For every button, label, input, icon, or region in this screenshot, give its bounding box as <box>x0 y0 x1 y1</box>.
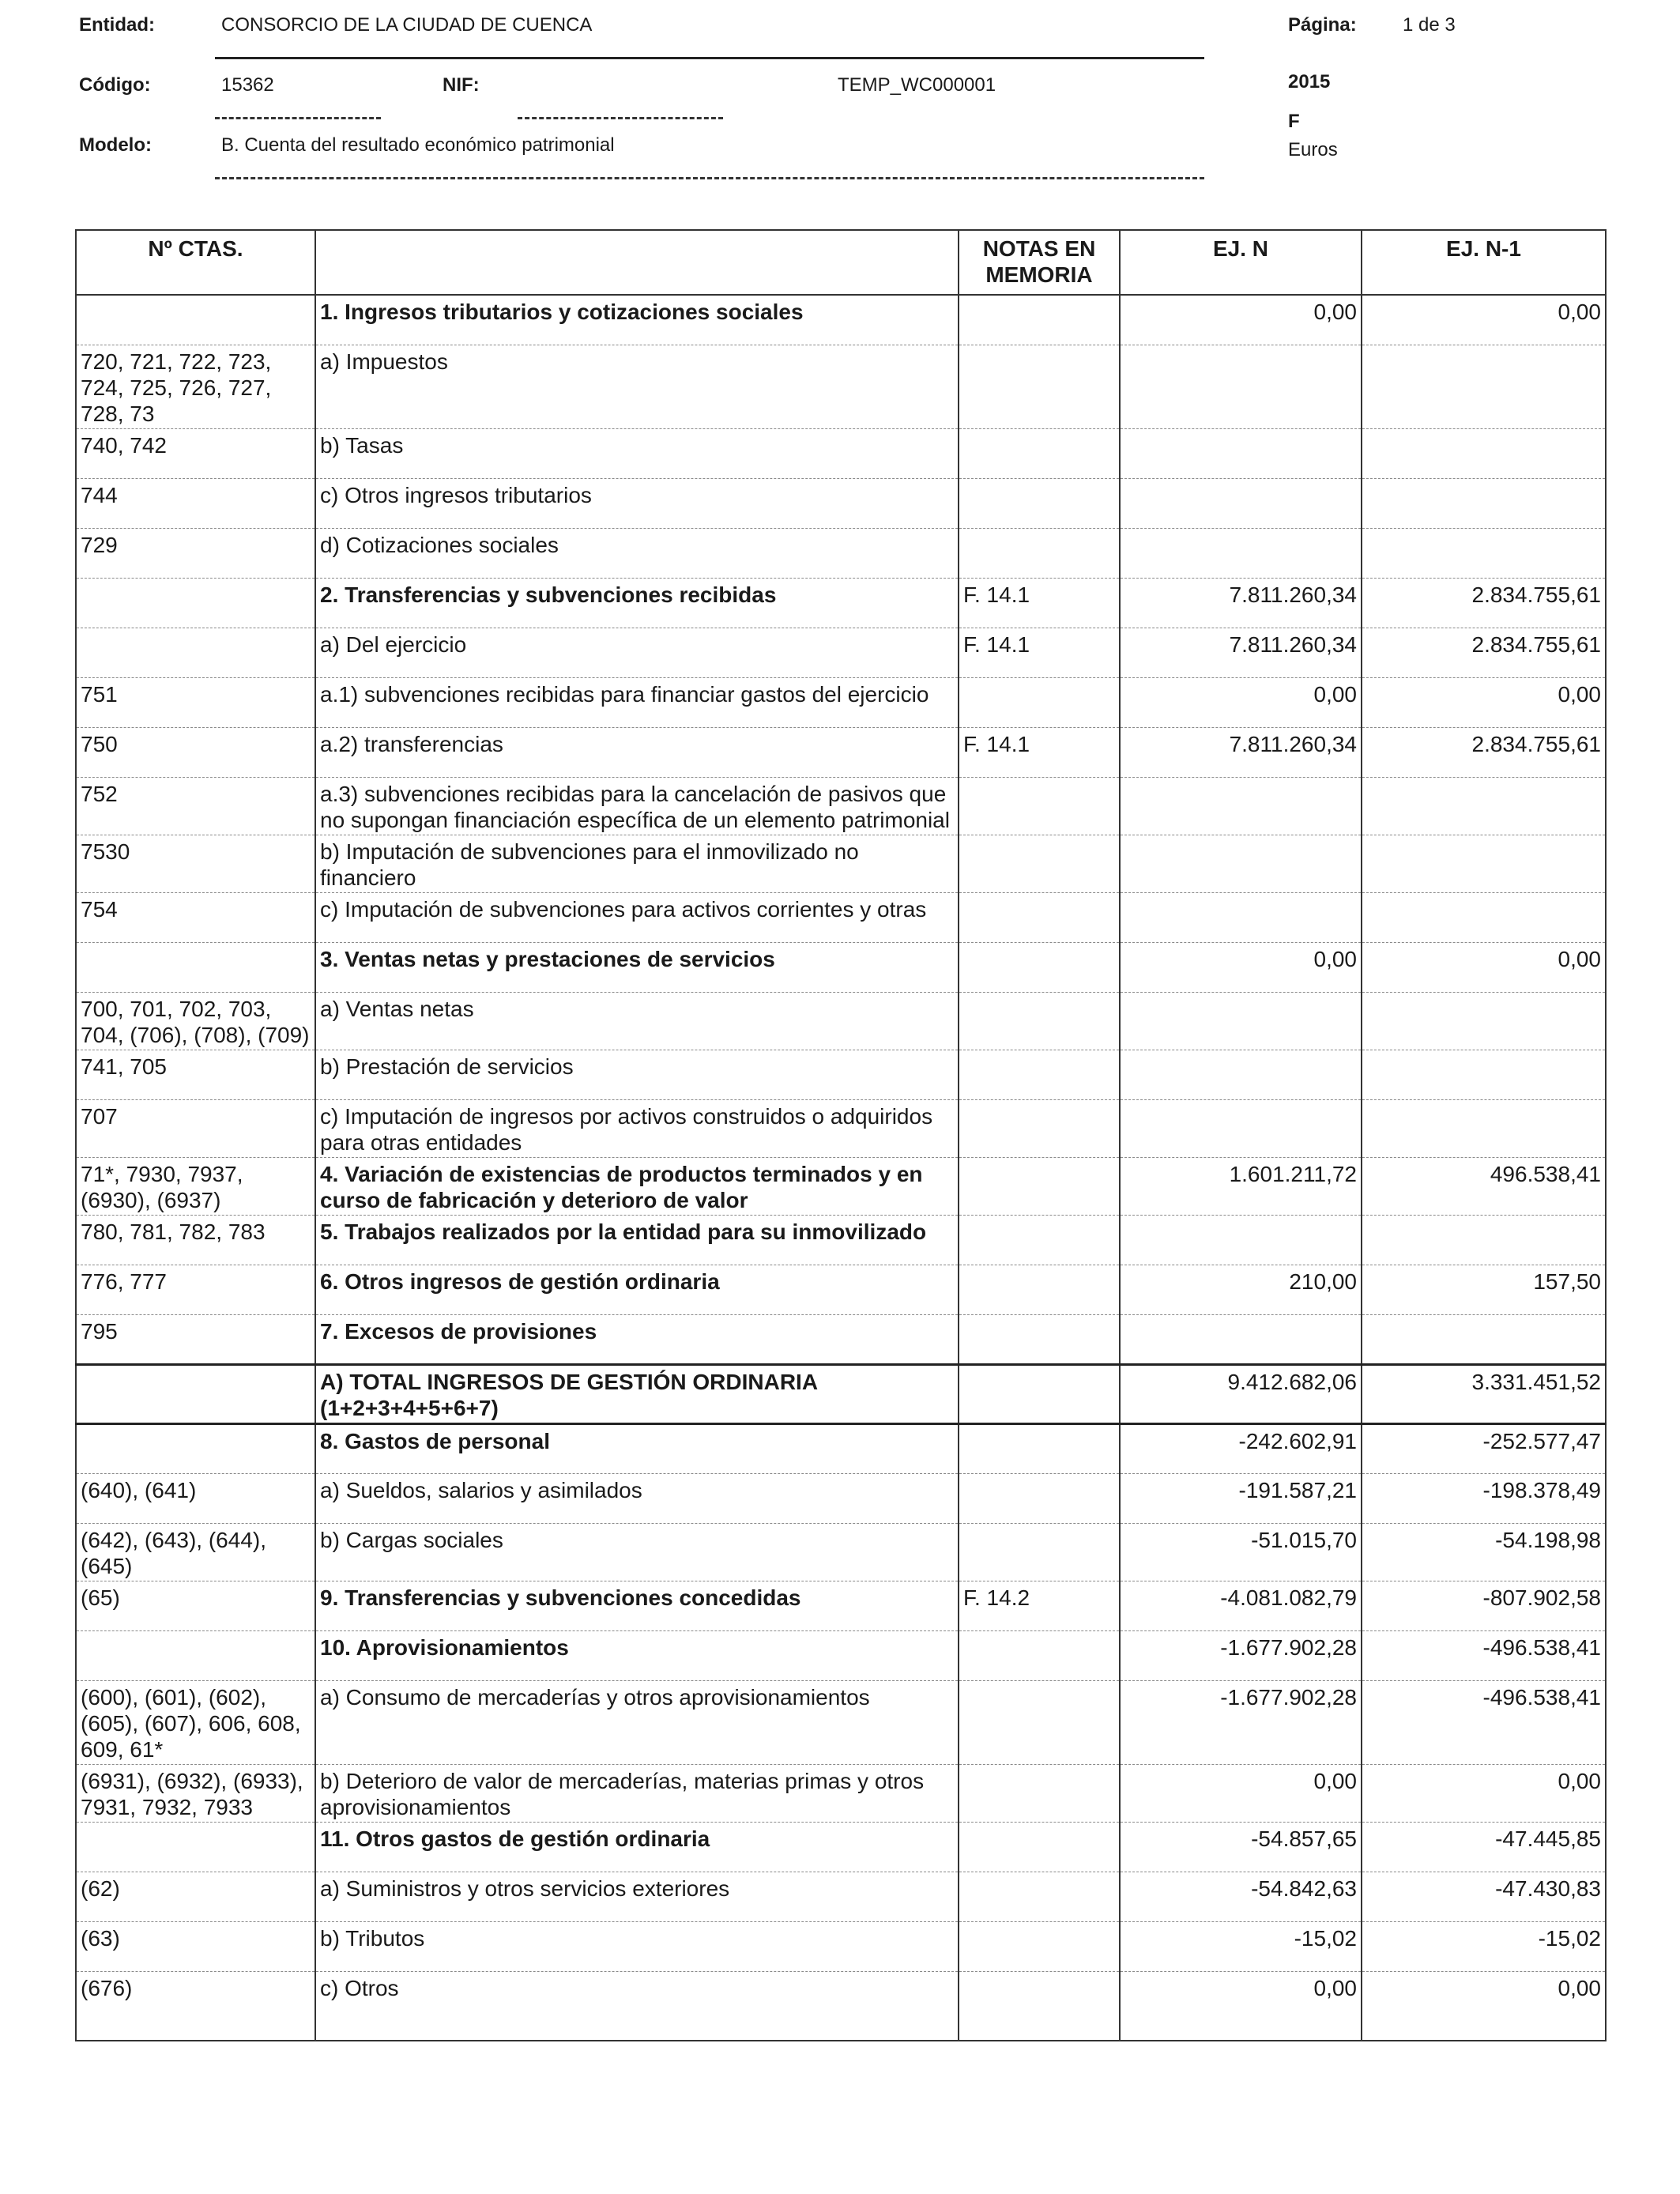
current-year-amount <box>1120 528 1362 578</box>
column-header-ej-n1: EJ. N-1 <box>1362 230 1606 295</box>
table-row <box>76 942 1606 992</box>
codigo-value: 15362 <box>221 74 274 96</box>
modelo-label: Modelo: <box>79 134 152 156</box>
table-row <box>76 528 1606 578</box>
entidad-label: Entidad: <box>79 14 155 36</box>
account-codes-cell <box>76 1423 315 1473</box>
concept-cell: 2. Transferencias y subvenciones recibidas <box>315 578 959 628</box>
pagina-value: 1 de 3 <box>1403 14 1456 36</box>
table-row <box>76 992 1606 1050</box>
year: 2015 <box>1288 71 1331 92</box>
previous-year-amount: -47.445,85 <box>1362 1822 1606 1872</box>
table-row <box>76 478 1606 528</box>
table-row <box>76 777 1606 835</box>
notes-cell <box>959 1423 1120 1473</box>
current-year-amount <box>1120 1099 1362 1157</box>
table-row <box>76 1630 1606 1680</box>
previous-year-amount <box>1362 892 1606 942</box>
account-codes-cell: (65) <box>76 1581 315 1630</box>
notes-cell <box>959 1215 1120 1265</box>
previous-year-amount <box>1362 1215 1606 1265</box>
previous-year-amount <box>1362 478 1606 528</box>
account-codes-cell: 740, 742 <box>76 428 315 478</box>
previous-year-amount: 0,00 <box>1362 1971 1606 2041</box>
previous-year-amount: 3.331.451,52 <box>1362 1364 1606 1423</box>
current-year-amount <box>1120 835 1362 892</box>
table-row <box>76 892 1606 942</box>
codigo-rule <box>215 117 381 119</box>
column-header-concept <box>315 230 959 295</box>
current-year-amount: 0,00 <box>1120 942 1362 992</box>
account-codes-cell <box>76 578 315 628</box>
table-row <box>76 1099 1606 1157</box>
previous-year-amount: -47.430,83 <box>1362 1872 1606 1921</box>
previous-year-amount <box>1362 777 1606 835</box>
table-row <box>76 1764 1606 1822</box>
column-header-ctas: Nº CTAS. <box>76 230 315 295</box>
table-header-row <box>76 230 1606 295</box>
concept-cell: a.1) subvenciones recibidas para financiar gastos del ejercicio <box>315 677 959 727</box>
account-codes-cell: 729 <box>76 528 315 578</box>
previous-year-amount: -198.378,49 <box>1362 1473 1606 1523</box>
previous-year-amount: 0,00 <box>1362 942 1606 992</box>
concept-cell: c) Imputación de ingresos por activos construidos o adquiridos para otras entidades <box>315 1099 959 1157</box>
concept-cell: A) TOTAL INGRESOS DE GESTIÓN ORDINARIA (1+2+3+4+5+6+7) <box>315 1364 959 1423</box>
concept-cell: a.3) subvenciones recibidas para la cancelación de pasivos que no supongan financiación específica de un elemento patrimonial <box>315 777 959 835</box>
current-year-amount: 7.811.260,34 <box>1120 727 1362 777</box>
concept-cell: b) Prestación de servicios <box>315 1050 959 1099</box>
table-row <box>76 1971 1606 2041</box>
account-codes-cell: (642), (643), (644), (645) <box>76 1523 315 1581</box>
concept-cell: a) Consumo de mercaderías y otros aprovisionamientos <box>315 1680 959 1764</box>
notes-cell <box>959 1872 1120 1921</box>
account-codes-cell: 71*, 7930, 7937, (6930), (6937) <box>76 1157 315 1215</box>
concept-cell: 6. Otros ingresos de gestión ordinaria <box>315 1265 959 1314</box>
previous-year-amount: 2.834.755,61 <box>1362 628 1606 677</box>
notes-cell <box>959 528 1120 578</box>
current-year-amount: 210,00 <box>1120 1265 1362 1314</box>
account-codes-cell: 750 <box>76 727 315 777</box>
concept-cell: a) Suministros y otros servicios exteriores <box>315 1872 959 1921</box>
notes-cell <box>959 777 1120 835</box>
concept-cell: b) Tasas <box>315 428 959 478</box>
notes-cell <box>959 677 1120 727</box>
current-year-amount: -4.081.082,79 <box>1120 1581 1362 1630</box>
notes-cell <box>959 1364 1120 1423</box>
table-row <box>76 835 1606 892</box>
concept-cell: 3. Ventas netas y prestaciones de servicios <box>315 942 959 992</box>
table-row <box>76 1050 1606 1099</box>
previous-year-amount <box>1362 1099 1606 1157</box>
entidad-value: CONSORCIO DE LA CIUDAD DE CUENCA <box>221 14 593 36</box>
current-year-amount: -51.015,70 <box>1120 1523 1362 1581</box>
previous-year-amount: 157,50 <box>1362 1265 1606 1314</box>
table-row <box>76 1314 1606 1364</box>
header-rule <box>215 57 1204 59</box>
account-codes-cell: (640), (641) <box>76 1473 315 1523</box>
current-year-amount: 0,00 <box>1120 1764 1362 1822</box>
current-year-amount: -191.587,21 <box>1120 1473 1362 1523</box>
previous-year-amount <box>1362 835 1606 892</box>
concept-cell: b) Imputación de subvenciones para el inmovilizado no financiero <box>315 835 959 892</box>
modelo-value: B. Cuenta del resultado económico patrimonial <box>221 134 615 156</box>
notes-cell <box>959 1822 1120 1872</box>
notes-cell: F. 14.2 <box>959 1581 1120 1630</box>
current-year-amount <box>1120 478 1362 528</box>
current-year-amount <box>1120 1215 1362 1265</box>
table-row <box>76 1921 1606 1971</box>
table-row <box>76 1157 1606 1215</box>
current-year-amount: -54.857,65 <box>1120 1822 1362 1872</box>
currency: Euros <box>1288 139 1338 160</box>
account-codes-cell: 752 <box>76 777 315 835</box>
table-row <box>76 1215 1606 1265</box>
previous-year-amount: 2.834.755,61 <box>1362 727 1606 777</box>
notes-cell: F. 14.1 <box>959 628 1120 677</box>
notes-cell <box>959 1630 1120 1680</box>
account-codes-cell <box>76 1822 315 1872</box>
account-codes-cell: 780, 781, 782, 783 <box>76 1215 315 1265</box>
notes-cell: F. 14.1 <box>959 727 1120 777</box>
nif-value: TEMP_WC000001 <box>838 74 996 96</box>
concept-cell: a) Ventas netas <box>315 992 959 1050</box>
account-codes-cell: 744 <box>76 478 315 528</box>
account-codes-cell: 741, 705 <box>76 1050 315 1099</box>
concept-cell: b) Cargas sociales <box>315 1523 959 1581</box>
table-row <box>76 1581 1606 1630</box>
previous-year-amount: -15,02 <box>1362 1921 1606 1971</box>
notes-cell <box>959 345 1120 428</box>
notes-cell <box>959 1680 1120 1764</box>
nif-rule <box>518 117 723 119</box>
concept-cell: d) Cotizaciones sociales <box>315 528 959 578</box>
account-codes-cell: 795 <box>76 1314 315 1364</box>
account-codes-cell: 776, 777 <box>76 1265 315 1314</box>
current-year-amount <box>1120 1050 1362 1099</box>
notes-cell <box>959 1523 1120 1581</box>
table-row <box>76 345 1606 428</box>
notes-cell <box>959 295 1120 345</box>
notes-cell <box>959 1473 1120 1523</box>
notes-cell <box>959 1099 1120 1157</box>
notes-cell <box>959 1050 1120 1099</box>
table-row <box>76 1423 1606 1473</box>
previous-year-amount <box>1362 428 1606 478</box>
table-row <box>76 628 1606 677</box>
account-codes-cell: 720, 721, 722, 723, 724, 725, 726, 727, 728, 73 <box>76 345 315 428</box>
table-row <box>76 1872 1606 1921</box>
account-codes-cell: (62) <box>76 1872 315 1921</box>
concept-cell: 9. Transferencias y subvenciones concedidas <box>315 1581 959 1630</box>
previous-year-amount: -496.538,41 <box>1362 1680 1606 1764</box>
total-row <box>76 1364 1606 1423</box>
notes-cell <box>959 942 1120 992</box>
current-year-amount: -1.677.902,28 <box>1120 1630 1362 1680</box>
column-header-ej-n: EJ. N <box>1120 230 1362 295</box>
current-year-amount <box>1120 345 1362 428</box>
previous-year-amount: -496.538,41 <box>1362 1630 1606 1680</box>
concept-cell: 4. Variación de existencias de productos terminados y en curso de fabricación y deterioro de valor <box>315 1157 959 1215</box>
concept-cell: 5. Trabajos realizados por la entidad para su inmovilizado <box>315 1215 959 1265</box>
account-codes-cell: (676) <box>76 1971 315 2041</box>
current-year-amount: 0,00 <box>1120 1971 1362 2041</box>
account-codes-cell: 7530 <box>76 835 315 892</box>
account-codes-cell: (6931), (6932), (6933), 7931, 7932, 7933 <box>76 1764 315 1822</box>
concept-cell: c) Otros <box>315 1971 959 2041</box>
notes-cell: F. 14.1 <box>959 578 1120 628</box>
previous-year-amount <box>1362 1050 1606 1099</box>
notes-cell <box>959 1265 1120 1314</box>
concept-cell: 10. Aprovisionamientos <box>315 1630 959 1680</box>
notes-cell <box>959 1971 1120 2041</box>
notes-cell <box>959 1921 1120 1971</box>
result-account-table <box>75 229 1607 2041</box>
table-row <box>76 1822 1606 1872</box>
previous-year-amount: -54.198,98 <box>1362 1523 1606 1581</box>
table-row <box>76 1680 1606 1764</box>
current-year-amount: 7.811.260,34 <box>1120 628 1362 677</box>
previous-year-amount <box>1362 992 1606 1050</box>
concept-cell: c) Imputación de subvenciones para activos corrientes y otras <box>315 892 959 942</box>
codigo-label: Código: <box>79 74 151 96</box>
concept-cell: a) Del ejercicio <box>315 628 959 677</box>
account-codes-cell <box>76 942 315 992</box>
account-codes-cell: 700, 701, 702, 703, 704, (706), (708), (709) <box>76 992 315 1050</box>
table-row <box>76 1473 1606 1523</box>
account-codes-cell: 751 <box>76 677 315 727</box>
table-row <box>76 727 1606 777</box>
notes-cell <box>959 1764 1120 1822</box>
previous-year-amount: -252.577,47 <box>1362 1423 1606 1473</box>
current-year-amount: 7.811.260,34 <box>1120 578 1362 628</box>
current-year-amount: 0,00 <box>1120 295 1362 345</box>
modelo-rule <box>215 177 1204 179</box>
account-codes-cell: (600), (601), (602), (605), (607), 606, 608, 609, 61* <box>76 1680 315 1764</box>
table-row <box>76 677 1606 727</box>
notes-cell <box>959 478 1120 528</box>
account-codes-cell <box>76 1630 315 1680</box>
pagina-label: Página: <box>1288 14 1357 36</box>
notes-cell <box>959 1314 1120 1364</box>
current-year-amount <box>1120 992 1362 1050</box>
previous-year-amount <box>1362 345 1606 428</box>
previous-year-amount: 0,00 <box>1362 295 1606 345</box>
previous-year-amount <box>1362 1314 1606 1364</box>
account-codes-cell: 707 <box>76 1099 315 1157</box>
current-year-amount: 0,00 <box>1120 677 1362 727</box>
current-year-amount: 1.601.211,72 <box>1120 1157 1362 1215</box>
table-row <box>76 1523 1606 1581</box>
account-codes-cell <box>76 1364 315 1423</box>
notes-cell <box>959 892 1120 942</box>
concept-cell: 8. Gastos de personal <box>315 1423 959 1473</box>
table-row <box>76 1265 1606 1314</box>
concept-cell: b) Deterioro de valor de mercaderías, materias primas y otros aprovisionamientos <box>315 1764 959 1822</box>
f-indicator: F <box>1288 111 1300 132</box>
concept-cell: a) Impuestos <box>315 345 959 428</box>
previous-year-amount: 2.834.755,61 <box>1362 578 1606 628</box>
account-codes-cell <box>76 295 315 345</box>
current-year-amount <box>1120 777 1362 835</box>
previous-year-amount: 0,00 <box>1362 1764 1606 1822</box>
previous-year-amount <box>1362 528 1606 578</box>
nif-label: NIF: <box>443 74 480 96</box>
current-year-amount: -242.602,91 <box>1120 1423 1362 1473</box>
current-year-amount: 9.412.682,06 <box>1120 1364 1362 1423</box>
concept-cell: 1. Ingresos tributarios y cotizaciones sociales <box>315 295 959 345</box>
current-year-amount <box>1120 892 1362 942</box>
notes-cell <box>959 992 1120 1050</box>
current-year-amount: -1.677.902,28 <box>1120 1680 1362 1764</box>
account-codes-cell: (63) <box>76 1921 315 1971</box>
notes-cell <box>959 428 1120 478</box>
current-year-amount <box>1120 1314 1362 1364</box>
current-year-amount: -15,02 <box>1120 1921 1362 1971</box>
account-codes-cell: 754 <box>76 892 315 942</box>
notes-cell <box>959 835 1120 892</box>
previous-year-amount: -807.902,58 <box>1362 1581 1606 1630</box>
concept-cell: c) Otros ingresos tributarios <box>315 478 959 528</box>
concept-cell: 11. Otros gastos de gestión ordinaria <box>315 1822 959 1872</box>
notes-cell <box>959 1157 1120 1215</box>
table-row <box>76 578 1606 628</box>
previous-year-amount: 496.538,41 <box>1362 1157 1606 1215</box>
previous-year-amount: 0,00 <box>1362 677 1606 727</box>
current-year-amount: -54.842,63 <box>1120 1872 1362 1921</box>
concept-cell: 7. Excesos de provisiones <box>315 1314 959 1364</box>
concept-cell: a) Sueldos, salarios y asimilados <box>315 1473 959 1523</box>
concept-cell: b) Tributos <box>315 1921 959 1971</box>
table-row <box>76 428 1606 478</box>
column-header-notas: NOTAS EN MEMORIA <box>959 230 1120 295</box>
concept-cell: a.2) transferencias <box>315 727 959 777</box>
account-codes-cell <box>76 628 315 677</box>
current-year-amount <box>1120 428 1362 478</box>
table-row <box>76 295 1606 345</box>
